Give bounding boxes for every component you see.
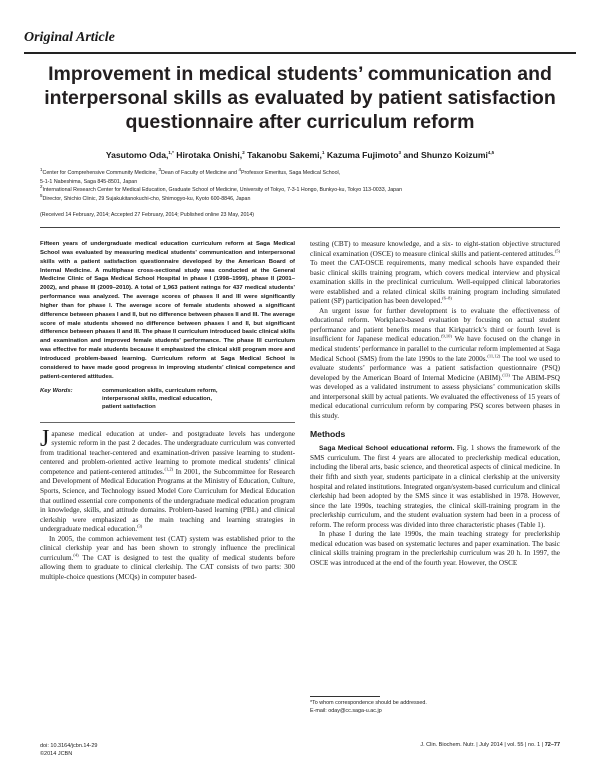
citation: (5) <box>554 248 560 254</box>
article-history: (Received 14 February, 2014; Accepted 27 February, 2014; Published online 23 May, 2014) <box>40 212 255 218</box>
drop-cap: J <box>40 425 50 452</box>
keywords-line: interpersonal skills, medical education, <box>102 395 212 402</box>
paragraph-text: To meet the CAT-OSCE requirements, many medical schools have expanded their basic clinical skills training program, which covers medical interview and physical examination skills in the preclinical curriculum. Well-equipped clinical laboratories were established and a related clinical skills training program including simulated patient (SP) participation has been developed. <box>310 259 560 306</box>
affiliation-line <box>40 169 560 178</box>
keywords-label: Key Words: <box>40 387 73 394</box>
author-name: Shunzo Koizumi <box>421 150 488 160</box>
copyright: ©2014 JCBN <box>40 751 73 757</box>
footnote-divider <box>310 696 380 697</box>
paragraph-text: The tool we used to evaluate students’ performance was a patient satisfaction questionnaire (PSQ) developed by the American Board of Internal Medicine (ABIM). <box>310 354 561 382</box>
citation: (6–8) <box>442 295 452 301</box>
history-divider <box>40 227 560 228</box>
author-name: Takanobu Sakemi, <box>247 150 322 160</box>
paragraph-text: In 2001, the Subcommittee for Research and Development of Medical Education Programs at the Ministry of Education, Culture, Sports, Science, and Technology issued Model Core Curriculum for Medical Education that outlined essential core components of the undergraduate medical education program in knowledge, skills, and attitude domains. Problem-based learning (PBL) and clinical clerkship were emphasized as the main teaching and learning strategies in undergraduate medical education. <box>40 467 296 534</box>
keywords-line: communication skills, curriculum reform, <box>102 387 218 394</box>
journal-name: J. Clin. Biochem. Nutr. <box>420 742 475 748</box>
footer-right <box>360 742 560 748</box>
affiliation-line: 5-1-1 Nabeshima, Saga 845-8501, Japan <box>40 178 138 185</box>
author-affiliation-mark: 4,5 <box>487 150 495 156</box>
citation: (1,2) <box>164 466 174 472</box>
paragraph-text: apanese medical education at under- and postgraduate levels has undergone systemic reform in the past 2 decades. The undergraduate curriculum was converted from traditional teacher-centered and examination-driven passive learning to student-centered and problem-oriented active learning to promote medical students’ clinical competence and patient-centered attitudes. <box>40 429 295 476</box>
citation: (11,12) <box>487 353 501 359</box>
methods-heading: Methods <box>310 429 346 440</box>
paragraph-text: An urgent issue for further development is to evaluate the effectiveness of educational reform. Workplace-based evaluation by focusing on actual student performance and patient benefits means that Kirkpatrick’s third or fourth level is insufficient for Japanese medical education. <box>310 306 560 344</box>
right-column <box>310 240 560 569</box>
affiliation-text: International Research Center for Medical Education, Graduate School of Medicine, University of Tokyo, 7-3-1 Hongo, Bunkyo-ku, Tokyo 113-0033, Japan <box>42 187 403 193</box>
paragraph-text: The CAT is designed to test the quality of medical students before allowing them to graduate to clinical clerkship. The CAT consists of two parts: 300 multiple-choice questions (MCQs) in computer based- <box>40 553 295 581</box>
page-range: 72–77 <box>544 742 560 748</box>
intro-paragraph <box>310 240 560 307</box>
citation: (13) <box>502 372 510 378</box>
keywords-line: patient satisfaction <box>102 404 156 411</box>
intro-paragraph <box>40 535 295 583</box>
doi: doi: 10.3164/jcbn.14-29 <box>40 743 98 749</box>
author-name: Hirotaka Onishi, <box>176 150 243 160</box>
keywords <box>40 387 295 412</box>
intro-paragraph <box>40 425 296 535</box>
methods-paragraph <box>310 444 560 530</box>
section-label: Original Article <box>24 30 115 45</box>
correspondence-note: *To whom correspondence should be addressed. <box>310 700 427 706</box>
affiliation-text: Director, Shichio Clinic, 29 Sujakukitanokuchi-cho, Shimogyo-ku, Kyoto 600-8846, Japan <box>42 195 251 202</box>
affiliation-mark: 3 <box>158 167 162 173</box>
author-name: Kazuma Fujimoto <box>326 150 399 160</box>
affiliations <box>40 169 560 203</box>
affiliation-mark: 2 <box>40 184 43 190</box>
left-column <box>40 240 295 582</box>
methods-paragraph: In phase I during the late 1990s, the main teaching strategy for preclerkship medical education was based on systematic lectures and paper examination. The basic clinical skills training program in the preclerkship curriculum was 20 h. In 1997, the OSCE was introduced at the end of the fourth year. However, the OSCE <box>310 530 560 567</box>
footnotes <box>310 699 427 715</box>
affiliation-text: Center for Comprehensive Community Medicine, <box>42 170 159 176</box>
author-name: Yasutomo Oda, <box>105 150 169 160</box>
author-list <box>24 150 576 160</box>
article-title: Improvement in medical students’ communication and interpersonal skills as evaluated by patient satisfaction questionnaire after curriculum reform <box>44 63 556 133</box>
paragraph-text: The ABIM-PSQ was developed as a validated instrument to assess physicians’ communication skills and interpersonal skill by actual patients. We evaluated the effectiveness of 15 years of medical educational curriculum reform by comparing PSQ scores between phases in this study. <box>310 373 561 420</box>
author-affiliation-mark: 1,* <box>168 150 174 156</box>
intro-paragraph <box>310 307 560 422</box>
affiliation-text: Professor Emeritus, Saga Medical School, <box>240 170 341 176</box>
subsection-heading: Saga Medical School educational reform. <box>319 445 455 453</box>
issue-info: | July 2014 | vol. 55 | no. 1 | <box>476 742 544 748</box>
abstract: Fifteen years of undergraduate medical education curriculum reform at Saga Medical School was evaluated by measuring medical students’ communication and interpersonal skills with a patient satisfaction questionnaire developed by the American Board of Internal Medicine. A multiphase cross-sectional study was conducted at the General Medicine Clinic of Saga Medical School Hospital in phase I (1998–1999), phase II (2001–2002), and phase III (2009–2010). A total of 1,963 patient ratings for 437 medical students’ performance was analyzed. The average scores of phases II and III were significantly higher than for phase I. The average score of female students showed a significant difference between phases I and II, but no difference between phases II and III. The average score of male students showed no difference between phases I and II, but significant difference between phases II and III. The phase II curriculum introduced basic clinical skills and examination and improved female students’ performance. The phase III curriculum was effective for male students because it emphasized the clinical skill program more and introduced problem-based learning. Curriculum reform at Saga Medical School is considered to have made good progress in improving students’ clinical competence and patient-centered attitudes. <box>40 241 296 380</box>
paragraph-text: In 2005, the common achievement test (CAT) system was established prior to the clinical clerkship year and has been shown to strongly influence the preclinical curriculum. <box>40 534 295 562</box>
author-conjunction: and <box>403 150 419 160</box>
paragraph-text: We have focused on the change in medical students’ performance in parallel to the curricular reform implemented at Saga Medical School (SMS) from the late 1990s to the late 2000s. <box>310 335 560 363</box>
author-affiliation-mark: 3 <box>398 150 401 156</box>
affiliation-line <box>40 186 560 195</box>
paragraph-text: testing (CBT) to measure knowledge, and a six- to eight-station objective structured clinical examination (OSCE) to measure clinical skills and patient-centered attitudes. <box>310 240 560 258</box>
citation: (3) <box>137 523 143 529</box>
author-affiliation-mark: 1 <box>321 150 325 156</box>
abstract-divider <box>40 422 295 423</box>
citation: (9,10) <box>441 334 452 340</box>
affiliation-mark: 4 <box>238 167 241 173</box>
affiliation-line <box>40 192 560 204</box>
correspondence-email: E-mail: oday@cc.saga-u.ac.jp <box>310 708 382 714</box>
affiliation-mark: 5 <box>40 192 43 198</box>
header-divider <box>24 52 576 54</box>
author-affiliation-mark: 2 <box>242 150 245 156</box>
affiliation-mark: 1 <box>40 167 43 173</box>
affiliation-text: Dean of Faculty of Medicine and <box>161 170 239 176</box>
citation: (4) <box>73 552 79 558</box>
paragraph-text: Fig. 1 shows the framework of the SMS curriculum. The first 4 years are allocated to preclerkship medical education, including the liberal arts, basic science, and theoretical aspects of clinical medicine. In their fifth and sixth year, students participate in a clinical clerkship at the university hospital and related institutions. Integrated organ/system-based curriculum and clinical clerkship had been adopted by the SMS since it was established in 1978. However, since the late 1990s, teaching strategies, the clinical skill-training program in the preclerkship curriculum, and the student evaluation system had been in a process of reform. The reform process was divided into three characteristic phases (Table 1). <box>310 444 561 529</box>
footer-left <box>40 742 98 758</box>
keywords-list <box>102 387 218 412</box>
